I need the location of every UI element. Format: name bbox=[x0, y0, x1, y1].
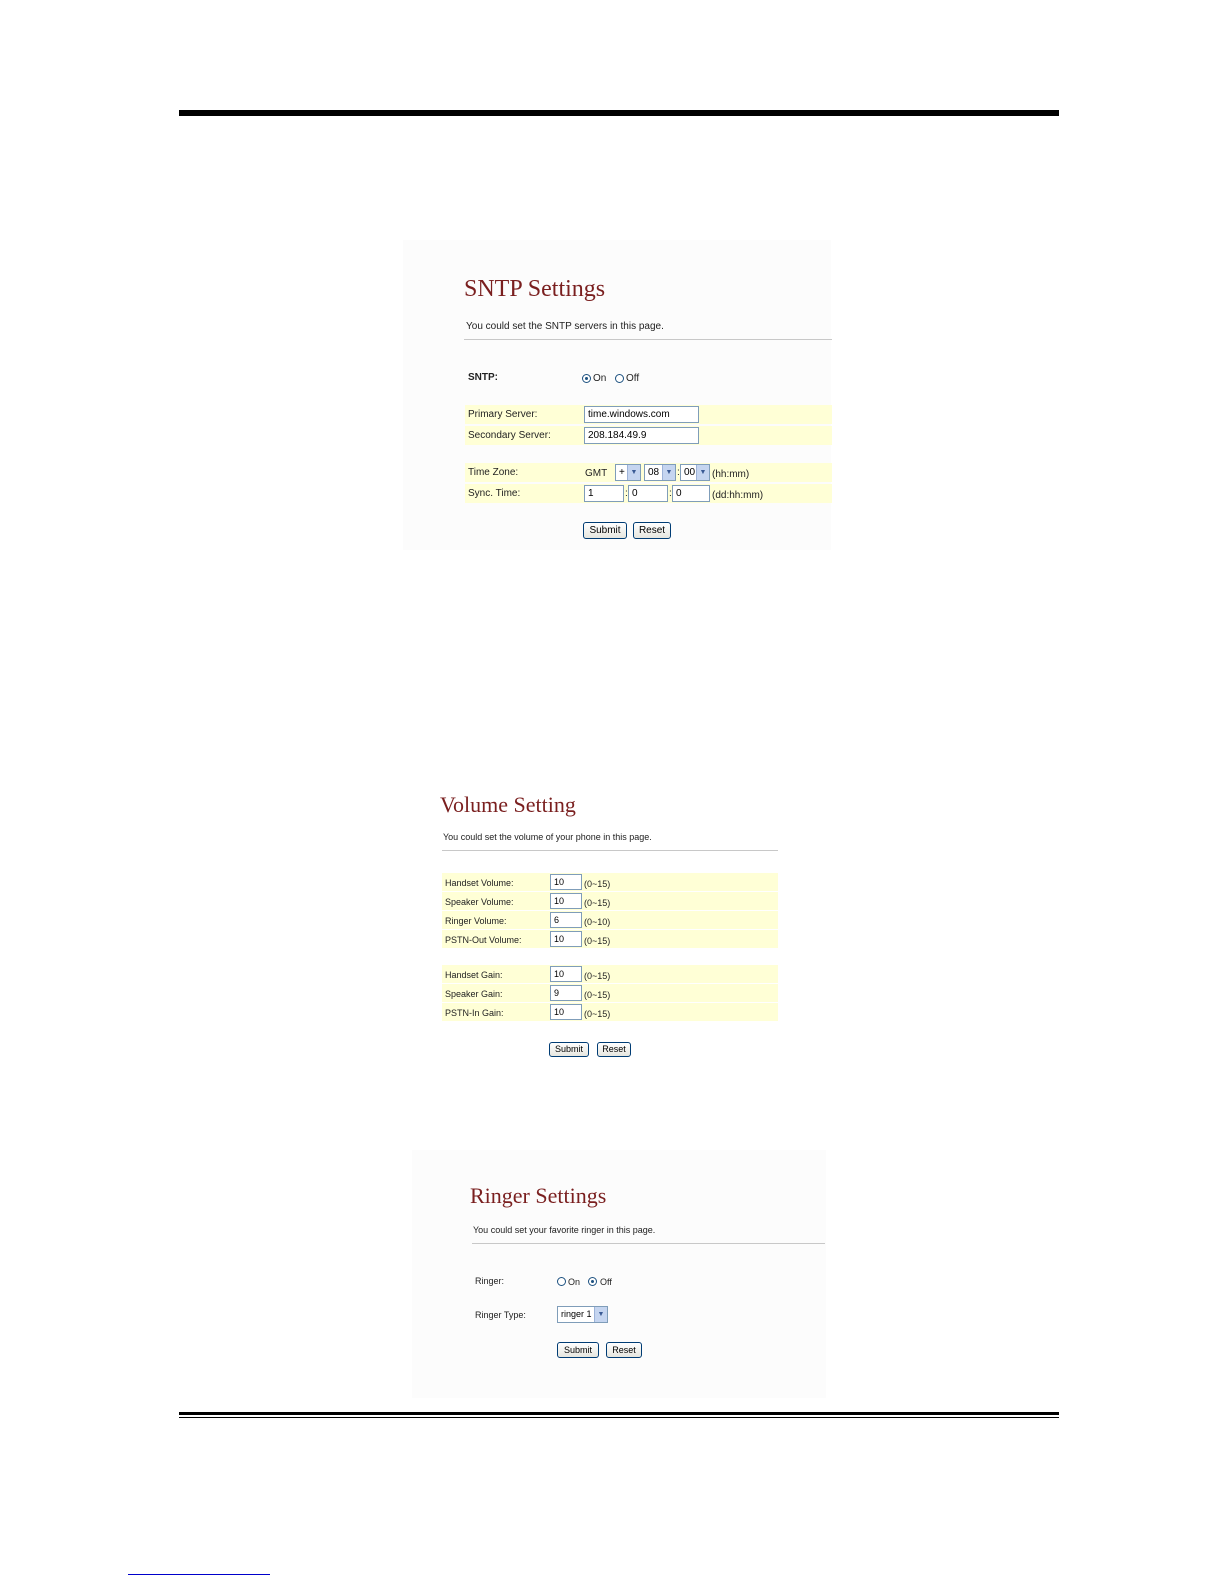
footer-link-underline[interactable] bbox=[128, 1574, 270, 1575]
chevron-down-icon: ▼ bbox=[696, 465, 709, 480]
ringer-on-label[interactable]: On bbox=[568, 1277, 581, 1287]
primary-server-label: Primary Server: bbox=[468, 409, 538, 420]
ringer-label: Ringer: bbox=[475, 1276, 505, 1286]
tz-hour-select[interactable] bbox=[644, 464, 676, 481]
sntp-off-radio[interactable] bbox=[615, 374, 624, 383]
tz-sign-value: + bbox=[619, 467, 625, 478]
volume-range-hint: (0~15) bbox=[584, 1009, 611, 1019]
sync-separator-2: : bbox=[669, 488, 672, 499]
tz-minute-select[interactable] bbox=[680, 464, 710, 481]
ringer-page-title: Ringer Settings bbox=[470, 1183, 607, 1208]
ringer-type-label: Ringer Type: bbox=[475, 1310, 526, 1320]
ringer-page-description: You could set your favorite ringer in this page. bbox=[473, 1225, 656, 1235]
tz-sign-select[interactable] bbox=[615, 464, 641, 481]
volume-level-input[interactable]: 10 bbox=[550, 931, 582, 947]
volume-page-title: Volume Setting bbox=[440, 792, 576, 817]
volume-page-description: You could set the volume of your phone in this page. bbox=[443, 832, 652, 842]
page-footer-rule bbox=[179, 1412, 1059, 1415]
sntp-reset-button[interactable]: Reset bbox=[633, 522, 671, 539]
chevron-down-icon: ▼ bbox=[594, 1307, 607, 1322]
volume-level-input[interactable]: 10 bbox=[550, 1004, 582, 1020]
volume-row-label: Speaker Gain: bbox=[445, 989, 503, 999]
volume-level-input[interactable]: 6 bbox=[550, 912, 582, 928]
volume-submit-button[interactable]: Submit bbox=[549, 1042, 589, 1057]
sync-time-label: Sync. Time: bbox=[468, 488, 521, 499]
sntp-divider bbox=[464, 339, 832, 340]
chevron-down-icon: ▼ bbox=[662, 465, 675, 480]
volume-level-input[interactable]: 10 bbox=[550, 966, 582, 982]
sync-minute-input[interactable]: 0 bbox=[672, 485, 710, 502]
tz-hour-value: 08 bbox=[648, 467, 660, 478]
secondary-server-input[interactable]: 208.184.49.9 bbox=[584, 427, 699, 444]
gmt-label: GMT bbox=[585, 468, 608, 479]
volume-row-label: Ringer Volume: bbox=[445, 916, 507, 926]
volume-range-hint: (0~10) bbox=[584, 917, 611, 927]
sntp-on-label[interactable]: On bbox=[593, 373, 607, 384]
volume-level-input[interactable]: 10 bbox=[550, 874, 582, 890]
sync-separator-1: : bbox=[625, 488, 628, 499]
volume-row-label: Handset Gain: bbox=[445, 970, 503, 980]
volume-range-hint: (0~15) bbox=[584, 990, 611, 1000]
volume-divider bbox=[442, 850, 778, 851]
sntp-on-radio[interactable] bbox=[582, 374, 591, 383]
sntp-page-description: You could set the SNTP servers in this page. bbox=[466, 321, 664, 332]
ringer-off-label[interactable]: Off bbox=[600, 1277, 612, 1287]
ringer-type-select[interactable] bbox=[557, 1306, 608, 1323]
sntp-page-title: SNTP Settings bbox=[464, 276, 606, 302]
volume-row-label: Handset Volume: bbox=[445, 878, 514, 888]
page-header-rule bbox=[179, 110, 1059, 116]
volume-range-hint: (0~15) bbox=[584, 898, 611, 908]
ringer-on-radio[interactable] bbox=[557, 1277, 566, 1286]
sync-format-hint: (dd:hh:mm) bbox=[712, 490, 764, 501]
chevron-down-icon: ▼ bbox=[627, 465, 640, 480]
tz-minute-value: 00 bbox=[684, 467, 696, 478]
ringer-divider bbox=[472, 1243, 825, 1244]
page-footer-rule-thin bbox=[179, 1417, 1059, 1418]
ringer-off-radio[interactable] bbox=[588, 1277, 597, 1286]
volume-reset-button[interactable]: Reset bbox=[597, 1042, 631, 1057]
tz-format-hint: (hh:mm) bbox=[712, 469, 750, 480]
ringer-reset-button[interactable]: Reset bbox=[606, 1342, 642, 1358]
volume-range-hint: (0~15) bbox=[584, 971, 611, 981]
secondary-server-label: Secondary Server: bbox=[468, 430, 551, 441]
sntp-submit-button[interactable]: Submit bbox=[583, 522, 627, 539]
volume-row-label: PSTN-Out Volume: bbox=[445, 935, 522, 945]
ringer-type-value: ringer 1 bbox=[561, 1309, 592, 1319]
sync-hour-input[interactable]: 0 bbox=[628, 485, 668, 502]
volume-range-hint: (0~15) bbox=[584, 936, 611, 946]
ringer-submit-button[interactable]: Submit bbox=[557, 1342, 599, 1358]
volume-row-label: Speaker Volume: bbox=[445, 897, 514, 907]
volume-range-hint: (0~15) bbox=[584, 879, 611, 889]
sync-day-input[interactable]: 1 bbox=[584, 485, 624, 502]
volume-level-input[interactable]: 10 bbox=[550, 893, 582, 909]
sntp-label: SNTP: bbox=[468, 372, 498, 383]
volume-level-input[interactable]: 9 bbox=[550, 985, 582, 1001]
sntp-off-label[interactable]: Off bbox=[626, 373, 640, 384]
time-zone-label: Time Zone: bbox=[468, 467, 519, 478]
primary-server-input[interactable]: time.windows.com bbox=[584, 406, 699, 423]
tz-separator: : bbox=[677, 467, 680, 478]
volume-row-label: PSTN-In Gain: bbox=[445, 1008, 504, 1018]
